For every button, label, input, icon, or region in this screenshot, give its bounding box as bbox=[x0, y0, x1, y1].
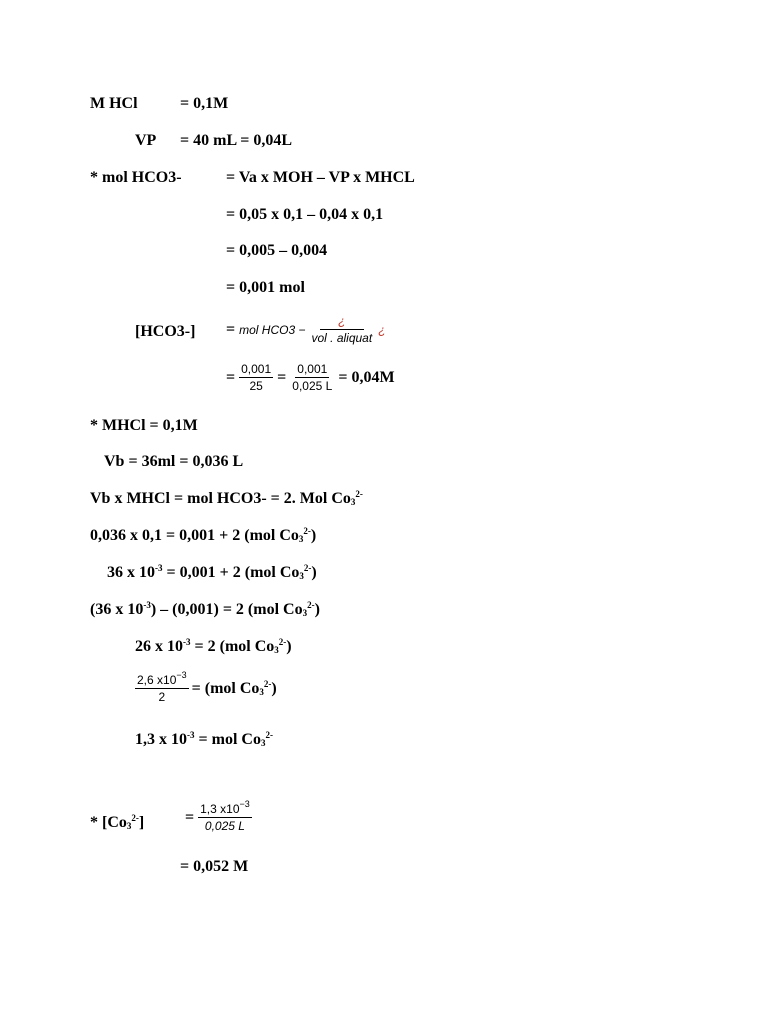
calc3-sub: 3 bbox=[302, 608, 308, 618]
calc4-b: = 2 (mol Co bbox=[190, 638, 275, 655]
conc-frac-2 bbox=[290, 362, 334, 393]
calc-line-6 bbox=[135, 730, 273, 750]
calc1-main: 0,036 x 0,1 = 0,001 + 2 (mol Co bbox=[90, 527, 299, 544]
calc5-num: 2,6 x10 bbox=[137, 673, 177, 687]
calc6-sub: 3 bbox=[260, 738, 266, 748]
calc-line-1 bbox=[90, 526, 316, 546]
co3-eq-sign: = bbox=[185, 808, 195, 826]
calc-line-4 bbox=[135, 637, 292, 657]
vb-eq-main: Vb x MHCl = mol HCO3- = 2. Mol Co bbox=[90, 490, 351, 507]
calc4-end: ) bbox=[286, 638, 292, 655]
calc2-b: = 0,001 + 2 (mol Co bbox=[162, 564, 300, 581]
calc1-sup: 2- bbox=[303, 526, 311, 536]
vb-eq-sup: 2- bbox=[355, 489, 363, 499]
co3-label-end: ] bbox=[138, 814, 145, 831]
calc1-end: ) bbox=[310, 527, 317, 544]
conc-frac-1-den: 25 bbox=[249, 379, 263, 393]
calc4-sub: 3 bbox=[274, 645, 279, 655]
conc-hco3-formula-den: vol . aliquat bbox=[311, 331, 373, 345]
mhcl-value: = 0,1M bbox=[180, 95, 229, 112]
calc6-b: = mol Co bbox=[194, 731, 261, 748]
conc-hco3-label: [HCO3-] bbox=[135, 323, 196, 340]
calc5-fraction bbox=[135, 670, 189, 704]
conc-result: = 0,04M bbox=[338, 368, 395, 386]
conc-hco3-formula-tail: ¿ bbox=[378, 322, 386, 337]
calc5-sup: 2- bbox=[263, 678, 272, 689]
conc-frac-2-den: 0,025 L bbox=[292, 379, 333, 393]
conc-frac-2-num: 0,001 bbox=[297, 362, 328, 376]
calc5-den: 2 bbox=[158, 690, 166, 704]
conc-hco3-formula-num: ¿ bbox=[320, 314, 363, 330]
conc-hco3-formula bbox=[226, 314, 386, 345]
mol-hco3-eq2: = 0,05 x 0,1 – 0,04 x 0,1 bbox=[226, 206, 384, 223]
mol-hco3-eq1: = Va x MOH – VP x MHCL bbox=[226, 169, 415, 186]
calc6-sup: 2- bbox=[265, 730, 273, 740]
co3-label-sub: 3 bbox=[126, 821, 132, 831]
co3-frac-num: 1,3 x10 bbox=[200, 802, 240, 816]
conc-frac-1 bbox=[239, 362, 273, 393]
calc3-exp: -3 bbox=[143, 600, 151, 610]
vb-eq-sub: 3 bbox=[350, 497, 356, 507]
co3-fraction bbox=[198, 799, 252, 833]
calc-line-3 bbox=[90, 600, 320, 620]
conc-eq-sign-1: = bbox=[226, 368, 236, 386]
vb-equation bbox=[90, 489, 363, 509]
calc2-sup: 2- bbox=[303, 563, 312, 573]
mol-hco3-label: * mol HCO3- bbox=[90, 169, 182, 186]
calc5-num-exp: −3 bbox=[176, 670, 187, 680]
calc6-exp: -3 bbox=[187, 730, 195, 740]
calc3-a: (36 x 10 bbox=[90, 601, 144, 618]
co3-frac-den: 0,025 L bbox=[204, 819, 245, 833]
conc-hco3-formula-lead: mol HCO3 − bbox=[239, 322, 306, 337]
calc4-sup: 2- bbox=[278, 637, 287, 647]
conc-hco3-formula-fraction bbox=[309, 314, 374, 345]
conc-hco3-eq-sign: = bbox=[226, 320, 236, 338]
conc-frac-1-num: 0,001 bbox=[241, 362, 272, 376]
calc3-sup: 2- bbox=[307, 600, 315, 610]
calc3-end: ) bbox=[314, 601, 320, 618]
mol-hco3-eq4: = 0,001 mol bbox=[226, 279, 305, 296]
co3-formula bbox=[185, 799, 252, 833]
co3-result: = 0,052 M bbox=[180, 858, 249, 875]
vp-value: = 40 mL = 0,04L bbox=[180, 132, 293, 149]
calc2-end: ) bbox=[311, 564, 317, 581]
vp-label: VP bbox=[135, 132, 157, 149]
conc-calc-row bbox=[226, 362, 395, 393]
calc5-end: ) bbox=[271, 679, 277, 697]
calc2-a: 36 x 10 bbox=[107, 564, 155, 581]
mhcl2-line: * MHCl = 0,1M bbox=[90, 417, 198, 434]
calc5-sub: 3 bbox=[259, 686, 264, 697]
calc1-sub: 3 bbox=[298, 534, 304, 544]
calc3-b: ) – (0,001) = 2 (mol Co bbox=[150, 601, 303, 618]
calc6-a: 1,3 x 10 bbox=[135, 731, 187, 748]
co3-frac-num-exp: −3 bbox=[239, 799, 250, 809]
conc-eq-sign-2: = bbox=[277, 368, 287, 386]
calc-line-2 bbox=[107, 563, 317, 583]
co3-label-a: * [Co bbox=[90, 814, 127, 831]
co3-label-sup: 2- bbox=[131, 813, 139, 823]
mhcl-label: M HCl bbox=[90, 95, 138, 112]
calc2-sub: 3 bbox=[299, 571, 304, 581]
vb-line: Vb = 36ml = 0,036 L bbox=[104, 453, 244, 470]
calc4-a: 26 x 10 bbox=[135, 638, 183, 655]
co3-label bbox=[90, 813, 144, 833]
calc5-b: = (mol Co bbox=[191, 679, 260, 697]
calc2-exp: -3 bbox=[155, 563, 163, 573]
calc-line-5 bbox=[135, 670, 277, 704]
mol-hco3-eq3: = 0,005 – 0,004 bbox=[226, 242, 328, 259]
calc4-exp: -3 bbox=[183, 637, 191, 647]
